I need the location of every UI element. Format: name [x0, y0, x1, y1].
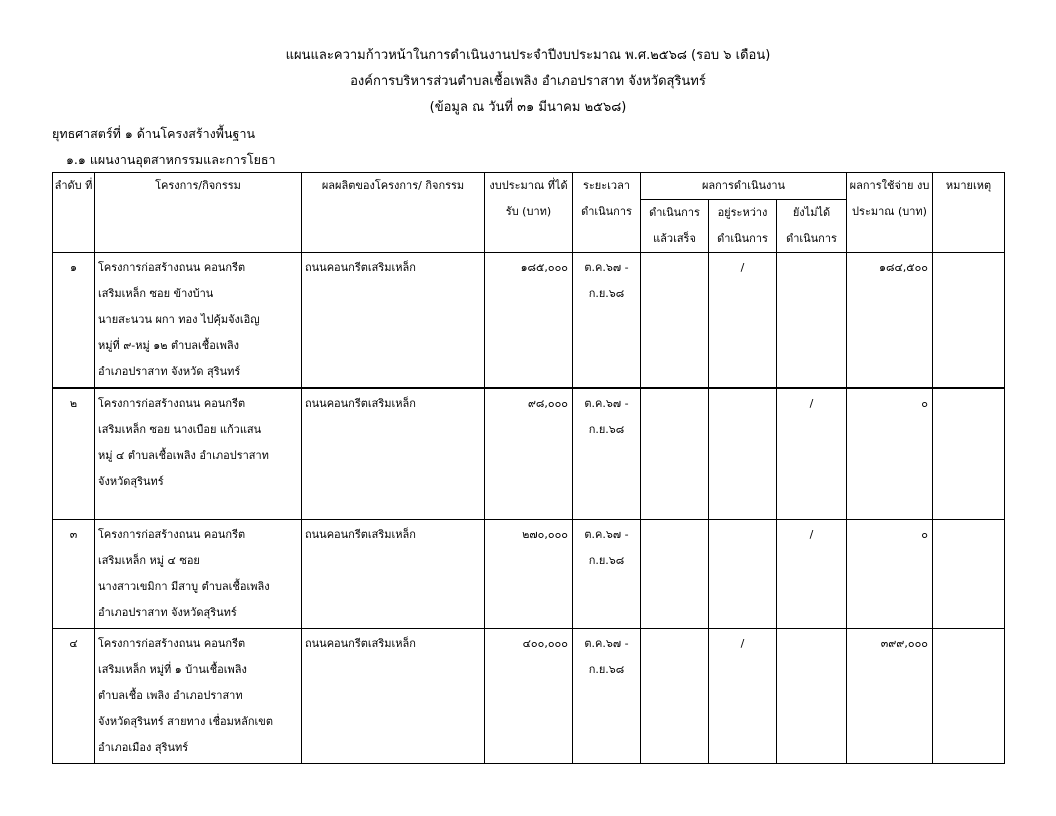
row-done	[641, 253, 709, 389]
col-in-progress: อยู่ระหว่าง ดำเนินการ	[709, 200, 777, 253]
row-budget: ๔๐๐,๐๐๐	[485, 629, 573, 764]
row-not-started: /	[777, 388, 847, 520]
row-note	[933, 253, 1005, 389]
row-output: ถนนคอนกรีตเสริมเหล็ก	[302, 388, 485, 520]
row-done	[641, 520, 709, 629]
organization-title: องค์การบริหารส่วนตำบลเชื้อเพลิง อำเภอปราสาท จังหวัดสุรินทร์	[350, 74, 706, 89]
row-not-started	[777, 253, 847, 389]
col-spent: ผลการใช้จ่าย งบประมาณ (บาท)	[847, 173, 933, 253]
row-note	[933, 520, 1005, 629]
col-note: หมายเหตุ	[933, 173, 1005, 253]
row-no: ๒	[53, 388, 95, 520]
data-date: (ข้อมูล ณ วันที่ ๓๑ มีนาคม ๒๕๖๘)	[429, 100, 627, 115]
strategy-heading: ยุทธศาสตร์ที่ ๑ ด้านโครงสร้างพื้นฐาน	[52, 126, 256, 141]
row-budget: ๑๘๕,๐๐๐	[485, 253, 573, 389]
row-in-progress	[709, 388, 777, 520]
row-budget: ๒๗๐,๐๐๐	[485, 520, 573, 629]
col-output: ผลผลิตของโครงการ/ กิจกรรม	[302, 173, 485, 253]
row-project: โครงการก่อสร้างถนน คอนกรีต เสริมเหล็ก ซอย นางเบือย แก้วแสน หมู่ ๔ ตำบลเชื้อเพลิง อำเภอปราสาท จังหวัดสุรินทร์	[95, 388, 302, 520]
plan-table	[52, 172, 1005, 764]
table-row	[53, 520, 1005, 629]
row-project: โครงการก่อสร้างถนน คอนกรีต เสริมเหล็ก หมู่ ๔ ซอย นางสาวเขมิกา มีสาบู ตำบลเชื้อเพลิง อำเภอปราสาท จังหวัดสุรินทร์	[95, 520, 302, 629]
row-note	[933, 388, 1005, 520]
row-period: ต.ค.๖๗ - ก.ย.๖๘	[573, 520, 641, 629]
row-in-progress	[709, 520, 777, 629]
table-row	[53, 388, 1005, 520]
row-spent: ๐	[847, 388, 933, 520]
row-done	[641, 388, 709, 520]
row-done	[641, 629, 709, 764]
report-title: แผนและความก้าวหน้าในการดำเนินงานประจำปีงบประมาณ พ.ศ.๒๕๖๘ (รอบ ๖ เดือน)	[285, 48, 771, 63]
col-project: โครงการ/กิจกรรม	[95, 173, 302, 253]
row-budget: ๙๘,๐๐๐	[485, 388, 573, 520]
col-result-group: ผลการดำเนินงาน	[641, 173, 847, 200]
plan-heading: ๑.๑ แผนงานอุตสาหกรรมและการโยธา	[66, 152, 276, 167]
col-period: ระยะเวลา ดำเนินการ	[573, 173, 641, 253]
col-done: ดำเนินการ แล้วเสร็จ	[641, 200, 709, 253]
table-row	[53, 253, 1005, 389]
row-period: ต.ค.๖๗ - ก.ย.๖๘	[573, 629, 641, 764]
col-budget: งบประมาณ ที่ได้รับ (บาท)	[485, 173, 573, 253]
row-output: ถนนคอนกรีตเสริมเหล็ก	[302, 253, 485, 389]
col-no: ลำดับ ที่	[53, 173, 95, 253]
row-note	[933, 629, 1005, 764]
row-project: โครงการก่อสร้างถนน คอนกรีต เสริมเหล็ก ซอย ข้างบ้าน นายสะนวน ผกา ทอง ไปคุ้มจังเอิญ หมู่ที่ ๙-หมู่ ๑๒ ตำบลเชื้อเพลิง อำเภอปราสาท จังหวัด สุรินทร์	[95, 253, 302, 389]
row-no: ๔	[53, 629, 95, 764]
col-not-started: ยังไม่ได้ ดำเนินการ	[777, 200, 847, 253]
row-period: ต.ค.๖๗ - ก.ย.๖๘	[573, 253, 641, 389]
row-no: ๓	[53, 520, 95, 629]
row-project: โครงการก่อสร้างถนน คอนกรีต เสริมเหล็ก หมู่ที่ ๑ บ้านเชื้อเพลิง ตำบลเชื้อ เพลิง อำเภอปราสาท จังหวัดสุรินทร์ สายทาง เชื่อมหลักเขต อำเภอเมือง สุรินทร์	[95, 629, 302, 764]
row-in-progress: /	[709, 629, 777, 764]
row-not-started: /	[777, 520, 847, 629]
table-row	[53, 629, 1005, 764]
row-no: ๑	[53, 253, 95, 389]
row-period: ต.ค.๖๗ - ก.ย.๖๘	[573, 388, 641, 520]
row-in-progress: /	[709, 253, 777, 389]
row-spent: ๑๘๔,๕๐๐	[847, 253, 933, 389]
row-spent: ๐	[847, 520, 933, 629]
row-output: ถนนคอนกรีตเสริมเหล็ก	[302, 629, 485, 764]
row-not-started	[777, 629, 847, 764]
row-output: ถนนคอนกรีตเสริมเหล็ก	[302, 520, 485, 629]
row-spent: ๓๙๙,๐๐๐	[847, 629, 933, 764]
